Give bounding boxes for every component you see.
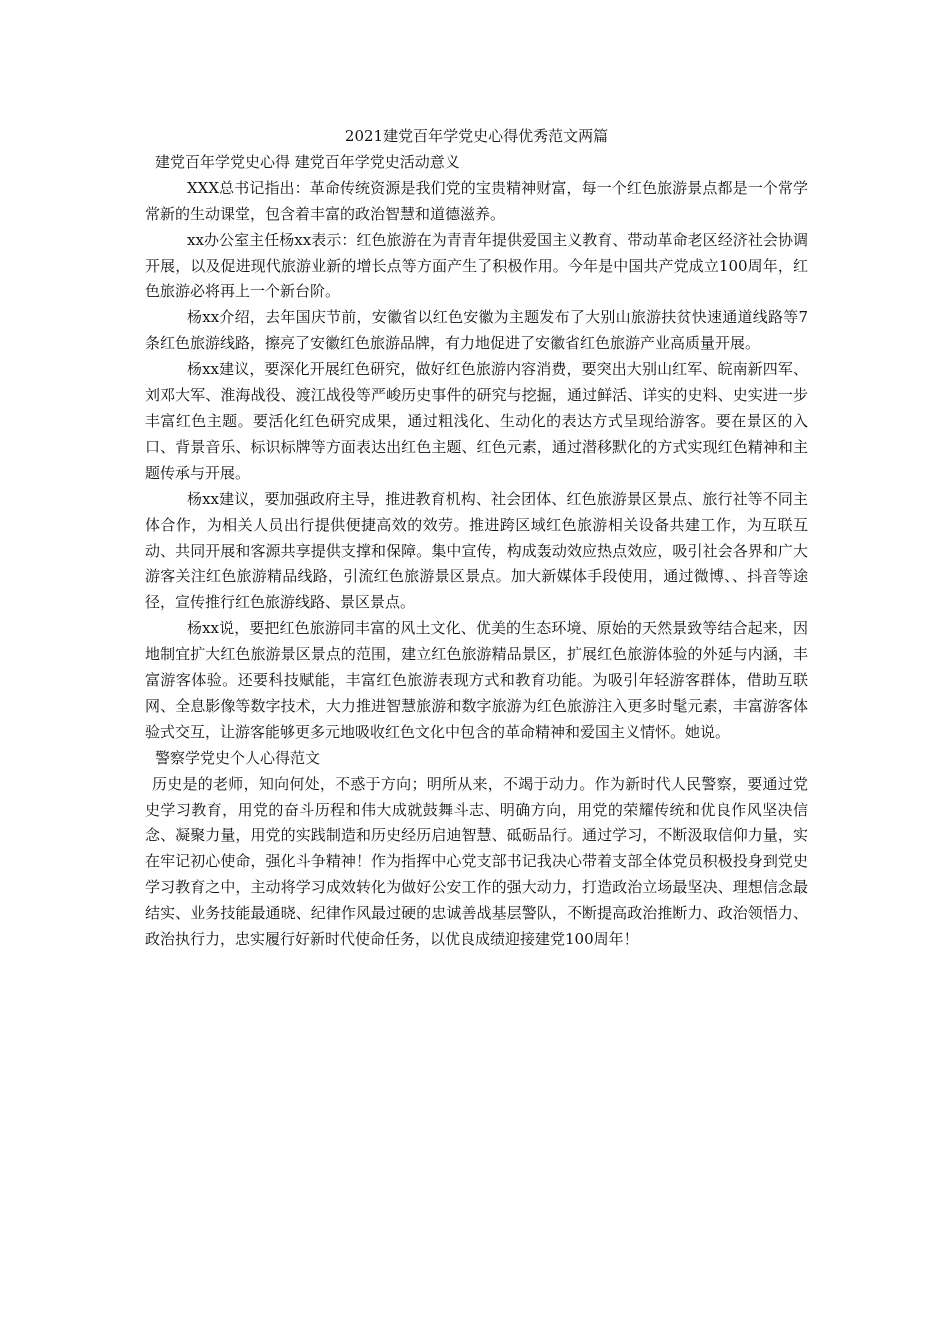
section1-paragraph-3: 杨xx介绍，去年国庆节前，安徽省以红色安徽为主题发布了大别山旅游扶贫快速通道线路等7条红色旅游线路，擦亮了安徽红色旅游品牌，有力地促进了安徽省红色旅游产业高质量开展。 xyxy=(145,308,808,353)
section2-heading: 警察学党史个人心得范文 xyxy=(155,748,321,767)
section1-paragraph-6: 杨xx说，要把红色旅游同丰富的风土文化、优美的生态环境、原始的天然景致等结合起来，因地制宜扩大红色旅游景区景点的范围，建立红色旅游精品景区，扩展红色旅游体验的外延与内涵，丰富游客体验。还要科技赋能，丰富红色旅游表现方式和教育功能。为吸引年轻游客群体，借助互联网、全息影像等数字技术，大力推进智慧旅游和数字旅游为红色旅游注入更多时髦元素，丰富游客体验式交互，让游客能够更多元地吸收红色文化中包含的革命精神和爱国主义情怀。她说。 xyxy=(145,619,808,741)
document-title: 2021建党百年学党史心得优秀范文两篇 xyxy=(344,127,609,145)
section1-heading: 建党百年学党史心得 建党百年学党史活动意义 xyxy=(155,152,460,171)
section1-paragraph-4: 杨xx建议，要深化开展红色研究，做好红色旅游内容消费，要突出大别山红军、皖南新四军、刘邓大军、淮海战役、渡江战役等严峻历史事件的研究与挖掘，通过鲜活、详实的史料、史实进一步丰富红色主题。要活化红色研究成果，通过粗浅化、生动化的表达方式呈现给游客。要在景区的入口、背景音乐、标识标牌等方面表达出红色主题、红色元素，通过潜移默化的方式实现红色精神和主题传承与开展。 xyxy=(145,360,808,482)
document-page xyxy=(145,124,808,953)
section1-paragraph-5: 杨xx建议，要加强政府主导，推进教育机构、社会团体、红色旅游景区景点、旅行社等不同主体合作，为相关人员出行提供便捷高效的效劳。推进跨区域红色旅游相关设备共建工作，为互联互动、共同开展和客源共享提供支撑和保障。集中宣传，构成轰动效应热点效应，吸引社会各界和广大游客关注红色旅游精品线路，引流红色旅游景区景点。加大新媒体手段使用，通过微博、、抖音等途径，宣传推行红色旅游线路、景区景点。 xyxy=(145,489,808,612)
section1-paragraph-1: XXX总书记指出：革命传统资源是我们党的宝贵精神财富，每一个红色旅游景点都是一个常学常新的生动课堂，包含着丰富的政治智慧和道德滋养。 xyxy=(145,178,808,223)
section1-paragraph-2: xx办公室主任杨xx表示：红色旅游在为青青年提供爱国主义教育、带动革命老区经济社会协调开展，以及促进现代旅游业新的增长点等方面产生了积极作用。今年是中国共产党成立100周年，红色旅游必将再上一个新台阶。 xyxy=(145,230,808,301)
section2-paragraph: 历史是的老师，知向何处，不惑于方向；明所从来，不竭于动力。作为新时代人民警察，要通过党史学习教育，用党的奋斗历程和伟大成就鼓舞斗志、明确方向，用党的荣耀传统和优良作风坚决信念、凝聚力量，用党的实践制造和历史经历启迪智慧、砥砺品行。通过学习，不断汲取信仰力量，实在牢记初心使命，强化斗争精神！作为指挥中心党支部书记我决心带着支部全体党员积极投身到党史学习教育之中，主动将学习成效转化为做好公安工作的强大动力，打造政治立场最坚决、理想信念最结实、业务技能最通晓、纪律作风最过硬的忠诚善战基层警队，不断提高政治推断力、政治领悟力、政治执行力，忠实履行好新时代使命任务，以优良成绩迎接建党100周年！ xyxy=(145,774,808,949)
